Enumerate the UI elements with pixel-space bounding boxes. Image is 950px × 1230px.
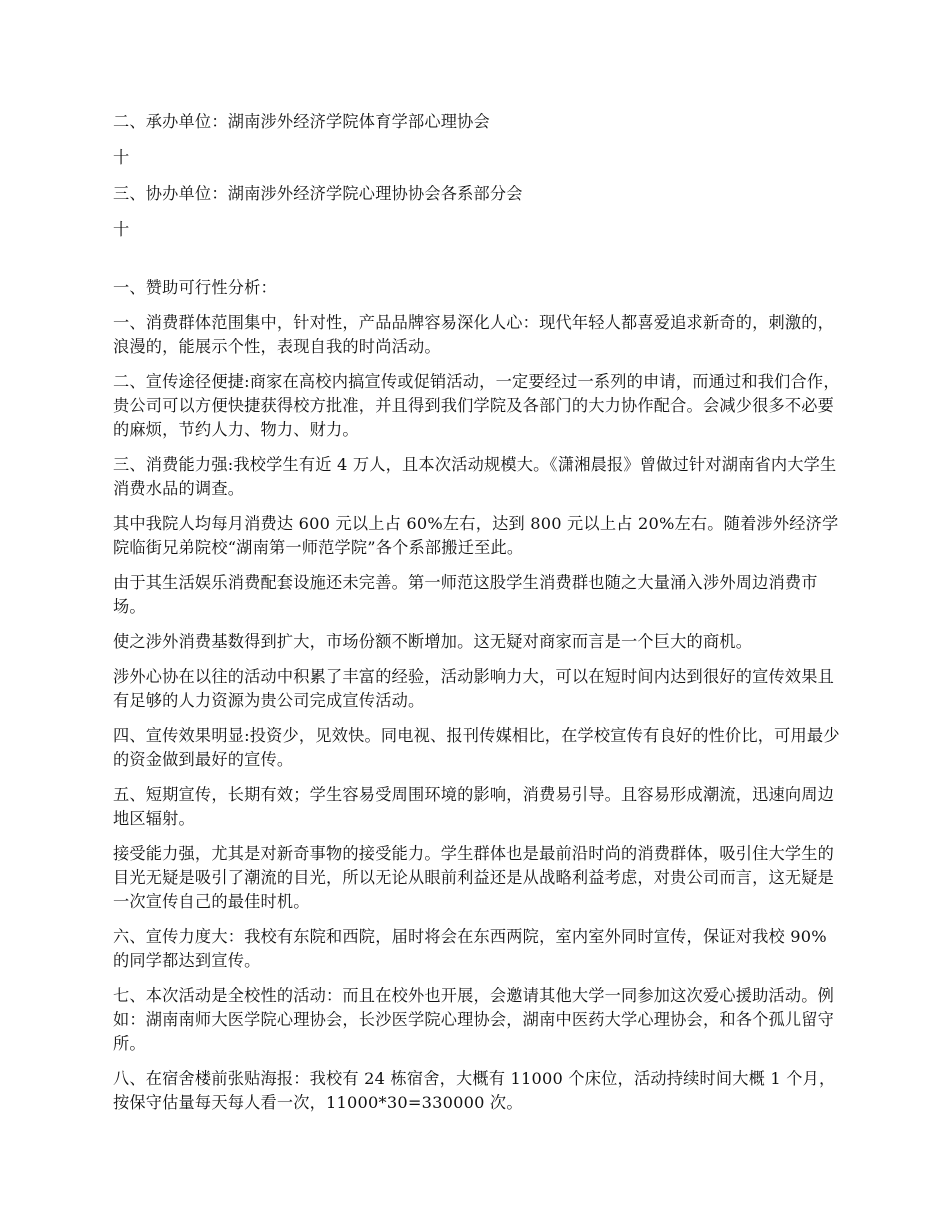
- paragraph: 接受能力强，尤其是对新奇事物的接受能力。学生群体也是最前沿时尚的消费群体，吸引住大学生的目光无疑是吸引了潮流的目光，所以无论从眼前利益还是从战略利益考虑，对贵公司而言，这无疑是一次宣传自己的最佳时机。: [113, 844, 835, 911]
- paragraph: 四、宣传效果明显:投资少，见效快。同电视、报刊传媒相比，在学校宣传有良好的性价比，可用最少的资金做到最好的宣传。: [113, 726, 840, 769]
- paragraph: 八、在宿舍楼前张贴海报：我校有 24 栋宿舍，大概有 11000 个床位，活动持续时间大概 1 个月，按保守估量每天每人看一次，11000*30=330000 次。: [113, 1069, 836, 1112]
- paragraph: 二、宣传途径便捷:商家在高校内搞宣传或促销活动，一定要经过一系列的申请，而通过和我们合作，贵公司可以方便快捷获得校方批准，并且得到我们学院及各部门的大力协作配合。会减少很多不必要的麻烦，节约人力、物力、财力。: [113, 372, 840, 439]
- organizer-line: 二、承办单位：湖南涉外经济学院体育学部心理协会: [113, 112, 490, 131]
- paragraph: 六、宣传力度大：我校有东院和西院，届时将会在东西两院，室内室外同时宣传，保证对我校 90%的同学都达到宣传。: [113, 927, 827, 970]
- section-heading: 一、赞助可行性分析：: [113, 278, 277, 297]
- paragraph: 其中我院人均每月消费达 600 元以上占 60%左右，达到 800 元以上占 20%左右。随着涉外经济学院临街兄弟院校“湖南第一师范学院”各个系部搬迁至此。: [113, 514, 839, 557]
- paragraph: 五、短期宣传，长期有效；学生容易受周围环境的影响，消费易引导。且容易形成潮流，迅速向周边地区辐射。: [113, 785, 835, 828]
- placeholder-mark: 十: [113, 220, 130, 239]
- section-spacer: [113, 242, 843, 276]
- paragraph: 涉外心协在以往的活动中积累了丰富的经验，活动影响力大，可以在短时间内达到很好的宣传效果且有足够的人力资源为贵公司完成宣传活动。: [113, 667, 835, 710]
- paragraph: 由于其生活娱乐消费配套设施还未完善。第一师范这股学生消费群也随之大量涌入涉外周边消费市场。: [113, 573, 818, 616]
- placeholder-mark: 十: [113, 148, 130, 167]
- paragraph: 一、消费群体范围集中，针对性，产品品牌容易深化人心：现代年轻人都喜爱追求新奇的，刺激的，浪漫的，能展示个性，表现自我的时尚活动。: [113, 313, 835, 356]
- co-organizer-line: 三、协办单位：湖南涉外经济学院心理协协会各系部分会: [113, 184, 523, 203]
- document-body: [113, 110, 843, 1115]
- paragraph: 使之涉外消费基数得到扩大，市场份额不断增加。这无疑对商家而言是一个巨大的商机。: [113, 632, 753, 651]
- paragraph: 七、本次活动是全校性的活动：而且在校外也开展，会邀请其他大学一同参加这次爱心援助活动。例如：湖南南师大医学院心理协会，长沙医学院心理协会，湖南中医药大学心理协会，和各个孤儿留守所。: [113, 986, 835, 1053]
- paragraph: 三、消费能力强:我校学生有近 4 万人，且本次活动规模大。《潇湘晨报》曾做过针对湖南省内大学生消费水品的调查。: [113, 455, 837, 498]
